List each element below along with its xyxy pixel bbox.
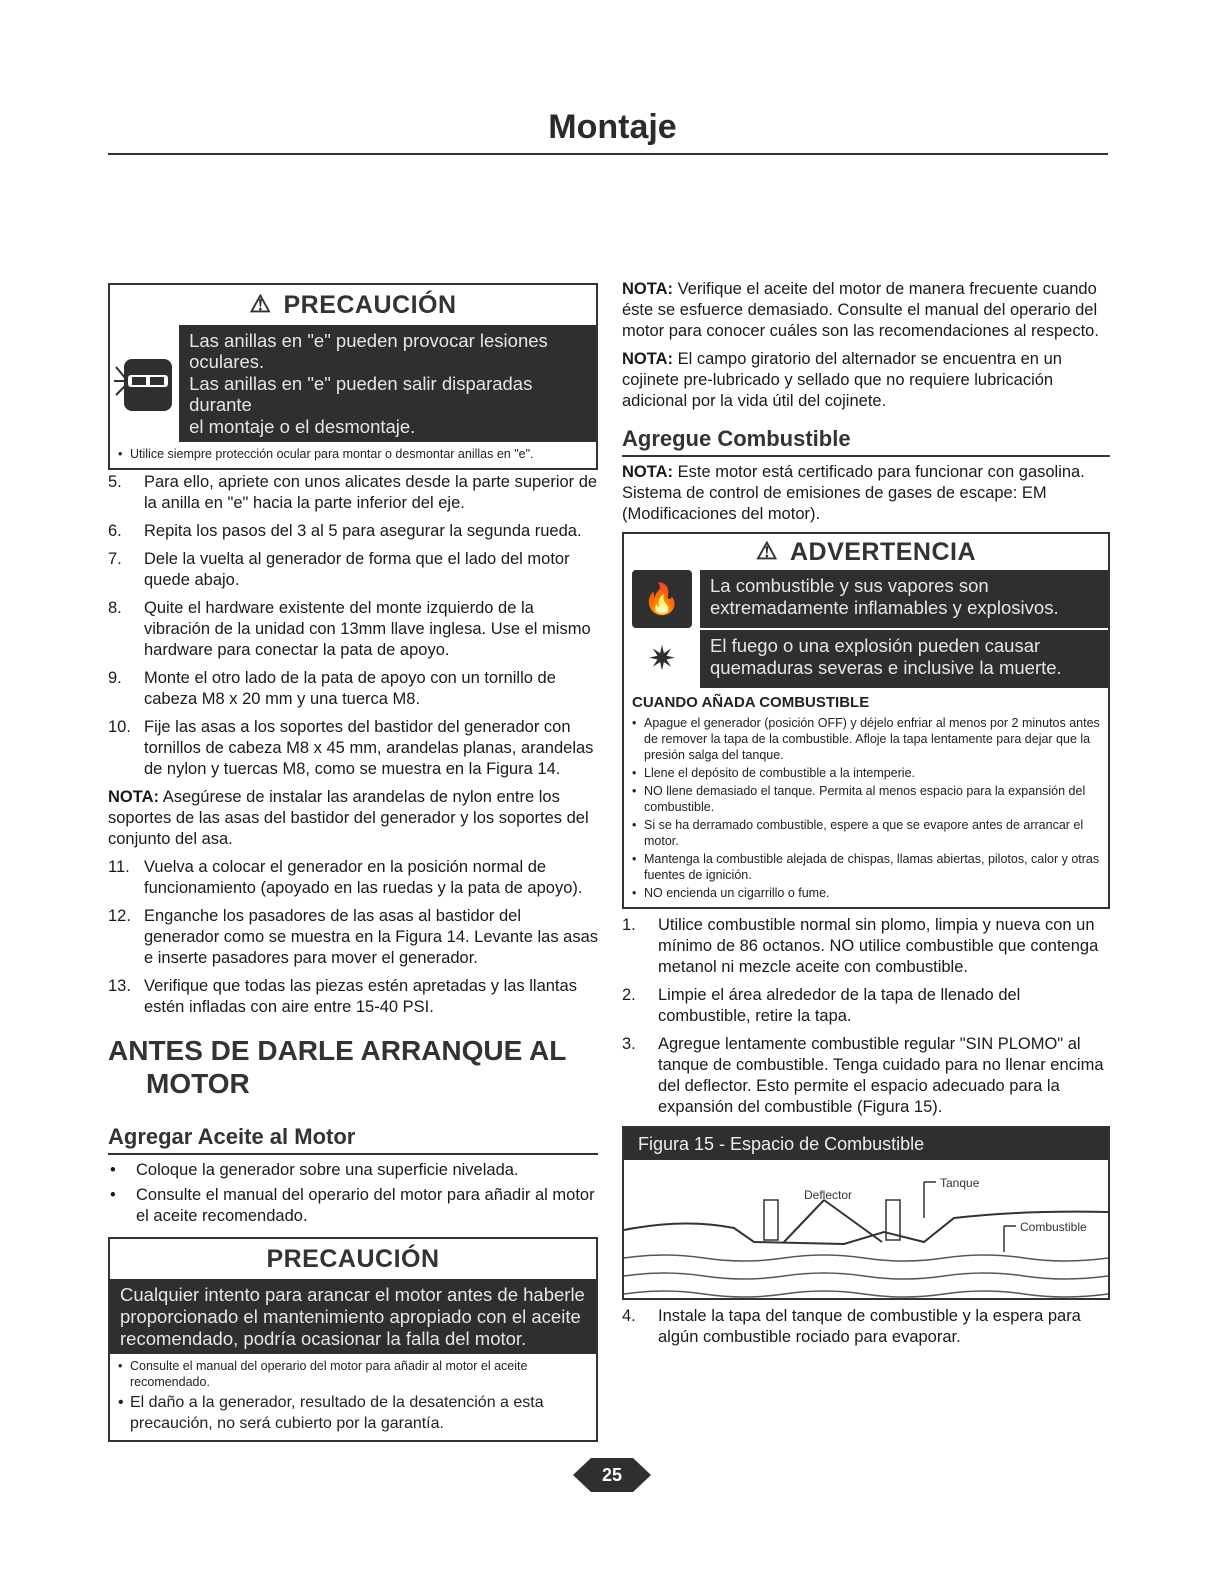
warning-title: ADVERTENCIA: [789, 537, 977, 566]
assembly-steps: [108, 472, 598, 780]
note-text: Este motor está certificado para funcionar con gasolina. Sistema de control de emisiones de gases de escape: EM (Modificaciones del motor).: [622, 463, 1085, 523]
caution-band: [110, 1279, 596, 1354]
step-number: 9.: [108, 669, 122, 687]
warning-triangle-icon: ⚠: [249, 291, 272, 318]
bullet-item: • Coloque la generador sobre una superficie nivelada.: [108, 1160, 598, 1181]
caution-box-eye: [108, 283, 598, 470]
title-divider: [108, 153, 1108, 155]
step-number: 4.: [622, 1307, 636, 1325]
step-text: Monte el otro lado de la pata de apoyo con un tornillo de cabeza M8 x 20 mm y una tuerca M8.: [144, 669, 556, 708]
right-column: [622, 279, 1110, 1355]
warning-header: [624, 534, 1108, 570]
step-item: [108, 906, 598, 969]
step-text: Enganche los pasadores de las asas al bastidor del generador como se muestra en la Figura 14. Levante las asas e inserte pasadores para mover el generador.: [144, 907, 599, 967]
warning-item: • NO llene demasiado el tanque. Permita al menos espacio para la expansión del combustible.: [632, 783, 1100, 815]
warning-band: [624, 570, 1108, 688]
step-item: [108, 472, 598, 514]
fire-icon: [624, 570, 702, 628]
step-number: 12.: [108, 907, 131, 925]
fire-icon-glyph: 🔥: [632, 570, 692, 628]
step-text: Fije las asas a los soportes del bastidor del generador con tornillos de cabeza M8 x 45 mm, arandelas planas, arandelas de nylon y tuercas M8, como se muestra en la Figura 14.: [144, 718, 594, 778]
caution-band-text: [110, 1279, 595, 1354]
page-number: 25: [601, 1465, 623, 1485]
step-text: Agregue lentamente combustible regular "SIN PLOMO" al tanque de combustible. Tenga cuidado para no llenar encima del deflector. Esto permite el espacio adecuado para la expansión del combustible (Figura 15).: [658, 1035, 1104, 1116]
warning-list: [624, 713, 1108, 907]
warning-band-text: [702, 570, 1067, 628]
page-number-badge: [573, 1458, 651, 1492]
section-title-line: ANTES DE DARLE ARRANQUE AL: [108, 1035, 567, 1066]
step-item: [622, 1306, 1110, 1348]
note-fuel: [622, 462, 1110, 525]
explosion-icon-glyph: ✷: [632, 630, 692, 688]
explosion-icon: [624, 630, 702, 688]
step-item: [622, 915, 1110, 978]
subsection-title-oil: Agregar Aceite al Motor: [108, 1124, 598, 1155]
step-number: 11.: [108, 858, 130, 876]
note-label: NOTA:: [108, 788, 160, 806]
section-title: [108, 1034, 598, 1100]
goggles-graphic: [114, 353, 176, 415]
note-text: El campo giratorio del alternador se encuentra en un cojinete pre-lubricado y sellado que no requiere lubricación adicional por la vida útil del cojinete.: [622, 350, 1062, 410]
band-line: El fuego o una explosión pueden causar: [710, 635, 1041, 656]
step-number: 1.: [622, 916, 636, 934]
warning-list-title: CUANDO AÑADA COMBUSTIBLE: [632, 694, 870, 711]
step-text: Instale la tapa del tanque de combustible y la espera para algún combustible rociado para evaporar.: [658, 1307, 1081, 1346]
warning-row: [624, 630, 1108, 688]
note-label: NOTA:: [622, 463, 674, 481]
warning-item: • NO encienda un cigarrillo o fume.: [632, 885, 1100, 901]
fuel-steps: [622, 915, 1110, 1118]
caution-band-text: [181, 325, 596, 442]
caution-item: • El daño a la generador, resultado de la desatención a esta precaución, no será cubierto por la garantía.: [118, 1392, 588, 1434]
section-title-line: MOTOR: [146, 1068, 250, 1099]
safety-goggles-icon: [110, 325, 181, 442]
step-number: 8.: [108, 599, 122, 617]
step-text: Dele la vuelta al generador de forma que el lado del motor quede abajo.: [144, 550, 570, 589]
note-nylon: [108, 787, 598, 850]
step-item: [108, 521, 598, 542]
caution-header: [110, 1239, 596, 1279]
band-line: Cualquier intento para arancar el motor antes de haberle: [120, 1284, 585, 1305]
band-line: extremadamente inflamables y explosivos.: [710, 597, 1059, 618]
left-column: [108, 283, 598, 1442]
band-line: proporcionado el mantenimiento apropiado con el aceite: [120, 1306, 581, 1327]
note-label: NOTA:: [622, 350, 674, 368]
caution-box-oil: [108, 1237, 598, 1442]
step-text: Verifique que todas las piezas estén apretadas y las llantas estén infladas con aire entre 15-40 PSI.: [144, 977, 577, 1016]
subsection-title-fuel: Agregue Combustible: [622, 426, 1110, 457]
warning-row: [624, 570, 1108, 630]
figure-15: [622, 1126, 1110, 1300]
note-text: Verifique el aceite del motor de manera frecuente cuando éste se esfuerce demasiado. Consulte el manual del operario del motor para conocer cuáles son las recomendaciones al respecto.: [622, 280, 1099, 340]
figure-caption: Figura 15 - Espacio de Combustible: [624, 1128, 1108, 1160]
warning-item: • Llene el depósito de combustible a la intemperie.: [632, 765, 1100, 781]
caution-title: PRECAUCIÓN: [283, 290, 457, 319]
step-item: [108, 549, 598, 591]
caution-list: [110, 442, 596, 468]
caution-title: PRECAUCIÓN: [266, 1244, 440, 1273]
step-item: [108, 598, 598, 661]
step-number: 6.: [108, 522, 122, 540]
step-text: Vuelva a colocar el generador en la posición normal de funcionamiento (apoyado en las ruedas y la pata de apoyo).: [144, 858, 583, 897]
band-line: Las anillas en "e" pueden provocar lesiones oculares.: [189, 330, 548, 372]
band-line: recomendado, podría ocasionar la falla del motor.: [120, 1328, 527, 1349]
page-title: Montaje: [548, 108, 677, 146]
step-item: [622, 1034, 1110, 1118]
caution-item: • Utilice siempre protección ocular para montar o desmontar anillas en "e".: [118, 446, 588, 462]
tank-label: Tanque: [940, 1176, 980, 1190]
warning-band-text: [702, 630, 1070, 688]
step-number: 7.: [108, 550, 122, 568]
note-oil-check: [622, 279, 1110, 342]
caution-item: • Consulte el manual del operario del motor para añadir al motor el aceite recomendado.: [118, 1358, 588, 1390]
step-number: 5.: [108, 473, 122, 491]
caution-list: [110, 1354, 596, 1440]
step-number: 3.: [622, 1035, 636, 1053]
step-text: Limpie el área alrededor de la tapa de llenado del combustible, retire la tapa.: [658, 986, 1021, 1025]
warning-item: • Apague el generador (posición OFF) y déjelo enfriar al menos por 2 minutos antes de remover la tapa de la combustible. Afloje la tapa lentamente para dejar que la presión salga del tanque.: [632, 715, 1100, 763]
step-text: Para ello, apriete con unos alicates desde la parte superior de la anilla en "e" hacia la parte inferior del eje.: [144, 473, 598, 512]
step-item: [108, 668, 598, 710]
caution-header: [110, 285, 596, 325]
caution-band: [110, 325, 596, 442]
band-line: Las anillas en "e" pueden salir disparadas durante: [189, 373, 533, 415]
band-line: quemaduras severas e inclusive la muerte.: [710, 657, 1062, 678]
note-label: NOTA:: [622, 280, 674, 298]
oil-bullets: [108, 1160, 598, 1227]
step-text: Repita los pasos del 3 al 5 para asegurar la segunda rueda.: [144, 522, 582, 540]
band-line: La combustible y sus vapores son: [710, 575, 989, 596]
step-item: [108, 717, 598, 780]
assembly-steps-2: [108, 857, 598, 1018]
bullet-item: • Consulte el manual del operario del motor para añadir al motor el aceite recomendado.: [108, 1185, 598, 1227]
step-item: [622, 985, 1110, 1027]
warning-item: • Mantenga la combustible alejada de chispas, llamas abiertas, pilotos, calor y otras fuentes de ignición.: [632, 851, 1100, 883]
step-item: [108, 857, 598, 899]
step-text: Quite el hardware existente del monte izquierdo de la vibración de la unidad con 13mm llave inglesa. Use el mismo hardware para conectar la pata de apoyo.: [144, 599, 591, 659]
step-number: 10.: [108, 718, 131, 736]
step-number: 13.: [108, 977, 131, 995]
step-text: Utilice combustible normal sin plomo, limpia y nueva con un mínimo de 86 octanos. NO utilice combustible que contenga metanol ni mezcle aceite con combustible.: [658, 916, 1099, 976]
step-item: [108, 976, 598, 1018]
fuel-step-4: [622, 1306, 1110, 1348]
note-alternator: [622, 349, 1110, 412]
fuel-tank-diagram: [624, 1160, 1108, 1298]
warning-triangle-icon: ⚠: [755, 538, 778, 565]
warning-item: • Si se ha derramado combustible, espere a que se evapore antes de arrancar el motor.: [632, 817, 1100, 849]
fuel-label: Combustible: [1020, 1220, 1087, 1234]
step-number: 2.: [622, 986, 636, 1004]
deflector-label: Deflector: [804, 1188, 853, 1202]
warning-box-fuel: [622, 532, 1110, 909]
note-text: Asegúrese de instalar las arandelas de nylon entre los soportes de las asas del bastidor del generador y los soportes del conjunto del asa.: [108, 788, 589, 848]
band-line: el montaje o el desmontaje.: [189, 416, 416, 437]
